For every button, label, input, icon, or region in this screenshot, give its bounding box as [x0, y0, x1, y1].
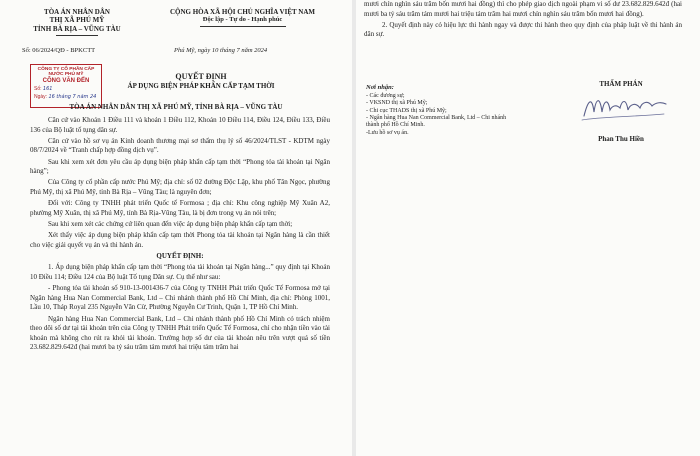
page2-body	[364, 0, 682, 42]
body-paragraph: Căn cứ vào hồ sơ vụ án Kinh doanh thương mại sơ thẩm thụ lý số 46/2024/TLST - KDTM ngày 08/7/2024 về “Tranh chấp hợp đồng dịch vụ”.	[30, 136, 330, 155]
national-motto: Độc lập - Tự do - Hạnh phúc	[202, 16, 283, 24]
body-paragraph: Đối với: Công ty TNHH phát triển Quốc tế Formosa ; địa chỉ: Khu công nghiệp Mỹ Xuân A2, phường Mỹ Xuân, thị xã Phú Mỹ, tỉnh Bà Rịa-Vũng Tàu, là bị đơn trong vụ án nói trên;	[30, 199, 330, 217]
recipient-item: - Ngân hàng Hua Nan Commercial Bank, Ltd – Chi nhánh thành phố Hồ Chí Minh.	[366, 115, 507, 129]
decides-heading: QUYẾT ĐỊNH:	[156, 251, 204, 260]
body-paragraph: Căn cứ vào Khoản 1 Điều 111 và khoản 1 Điều 112, Khoản 10 Điều 114, Điều 124, Điều 133, Điều 136 của Bộ luật tố tụng dân sự.	[30, 116, 330, 134]
decision-paragraph: Ngân hàng Hua Nan Commercial Bank, Ltd – Chi nhánh thành phố Hồ Chí Minh có trách nhiệm theo dõi số dư tại tài khoản trên của Công ty TNHH Phát triển Quốc Tế Formosa, chỉ cho nhận tiền vào tài khoản mà không cho rút ra khỏi tài khoản. Trường hợp số dư của tài khoản nêu trên vượt quá số tiền 23.682.829.642đ (hai mươi ba tỷ sáu trăm tám mươi hai triệu tám trăm hai	[30, 314, 330, 352]
national-header	[140, 8, 345, 24]
body-paragraph: Của Công ty cổ phần cấp nước Phú Mỹ; địa chỉ: số 02 đường Độc Lập, khu phố Tân Ngọc, phường Phú Mỹ, thị xã Phú Mỹ, tỉnh Bà Rịa – Vũng Tàu; là nguyên đơn;	[30, 178, 330, 196]
stamp-date-value: 16 tháng 7 năm 24	[48, 94, 97, 100]
continuation-paragraph: mươi chín nghìn sáu trăm bốn mươi hai đồng) thì cho phép giao dịch ngoài phạm vi số dư 23.682.829.642đ (hai mươi ba tỷ sáu trăm tám mươi hai triệu tám trăm hai mươi chín nghìn sáu trăm bốn mươi hai đồng).	[364, 0, 682, 18]
document-number: Số: 06/2024/QĐ - BPKCTT	[22, 47, 96, 54]
recipient-item: -Lưu hồ sơ vụ án.	[366, 129, 409, 136]
body-paragraph: Sau khi xem xét đơn yêu cầu áp dụng biện pháp khẩn cấp tạm thời “Phong tỏa tài khoản tại Ngân hàng”;	[30, 157, 330, 176]
issuing-authority: TÒA ÁN NHÂN DÂN THỊ XÃ PHÚ MỸ, TỈNH BÀ RỊA – VŨNG TÀU	[69, 103, 283, 111]
recipients-heading: Nơi nhận:	[366, 84, 394, 91]
recipients-block	[366, 84, 516, 137]
court-header	[18, 8, 136, 33]
header-rule-right	[200, 26, 286, 27]
court-name: TÒA ÁN NHÂN DÂN	[44, 8, 110, 16]
body-paragraph: Sau khi xem xét các chứng cứ liên quan đến việc áp dụng biện pháp khẩn cấp tạm thời;	[48, 219, 293, 228]
recipient-item: - VKSND thị xã Phú Mỹ;	[366, 100, 428, 107]
stamp-date-label: Ngày:	[34, 94, 48, 100]
recipient-item: - Chi cục THADS thị xã Phú Mỹ;	[366, 107, 447, 114]
court-province: TỈNH BÀ RỊA – VŨNG TÀU	[33, 24, 121, 33]
stamp-company: CÔNG TY CỔ PHẦN CẤP NƯỚC PHÚ MỸ	[37, 67, 95, 77]
body-paragraph: Xét thấy việc áp dụng biện pháp khẩn cấp tạm thời Phong tỏa tài khoản tại Ngân hàng là cần thiết cho việc giải quyết vụ án và thi hành án.	[30, 231, 330, 249]
document-page-2	[356, 0, 700, 456]
decision-subtitle: ÁP DỤNG BIỆN PHÁP KHẨN CẤP TẠM THỜI	[127, 82, 275, 90]
stamp-date-row	[34, 94, 98, 100]
stamp-number-label: Số:	[34, 86, 42, 92]
stamp-number-row	[34, 86, 98, 92]
recipient-item: - Các đương sự;	[366, 92, 405, 99]
document-body	[30, 116, 330, 355]
item-2-paragraph: 2. Quyết định này có hiệu lực thi hành ngay và được thi hành theo quy định của pháp luật về thi hành án dân sự.	[364, 20, 682, 39]
decision-paragraph: 1. Áp dụng biện pháp khẩn cấp tạm thời “Phong tỏa tài khoản tại Ngân hàng...” quy định tại Khoản 10 Điều 114; Điều 124 của Bộ luật Tố tụng Dân sự. Cụ thể như sau:	[30, 263, 330, 282]
judge-title: THẨM PHÁN	[599, 80, 643, 88]
stamp-number-value: 161	[42, 86, 53, 92]
decision-paragraph: - Phong tỏa tài khoản số 910-13-001436-7 của Công ty TNHH Phát triển Quốc Tế Formosa mở tại Ngân hàng Hua Nan Commercial Bank, Ltd – Chi nhánh thành phố Hồ Chí Minh, địa chỉ: Phòng 1001, Lầu 10, Tháp Royal 235 Nguyễn Văn Cừ, Phường Nguyễn Cư Trinh, Quận 1, TP Hồ Chí Minh.	[30, 284, 330, 312]
republic-title: CỘNG HÒA XÃ HỘI CHỦ NGHĨA VIỆT NAM	[169, 8, 315, 16]
stamp-title: CÔNG VĂN ĐẾN	[42, 78, 90, 84]
decision-title: QUYẾT ĐỊNH	[175, 72, 227, 81]
place-date: Phú Mỹ, ngày 10 tháng 7 năm 2024	[174, 47, 268, 54]
header-rule-left	[56, 35, 98, 36]
judge-name: Phan Thu Hiền	[598, 135, 644, 143]
signature-icon	[578, 86, 670, 128]
court-district: THỊ XÃ PHÚ MỸ	[49, 16, 105, 25]
